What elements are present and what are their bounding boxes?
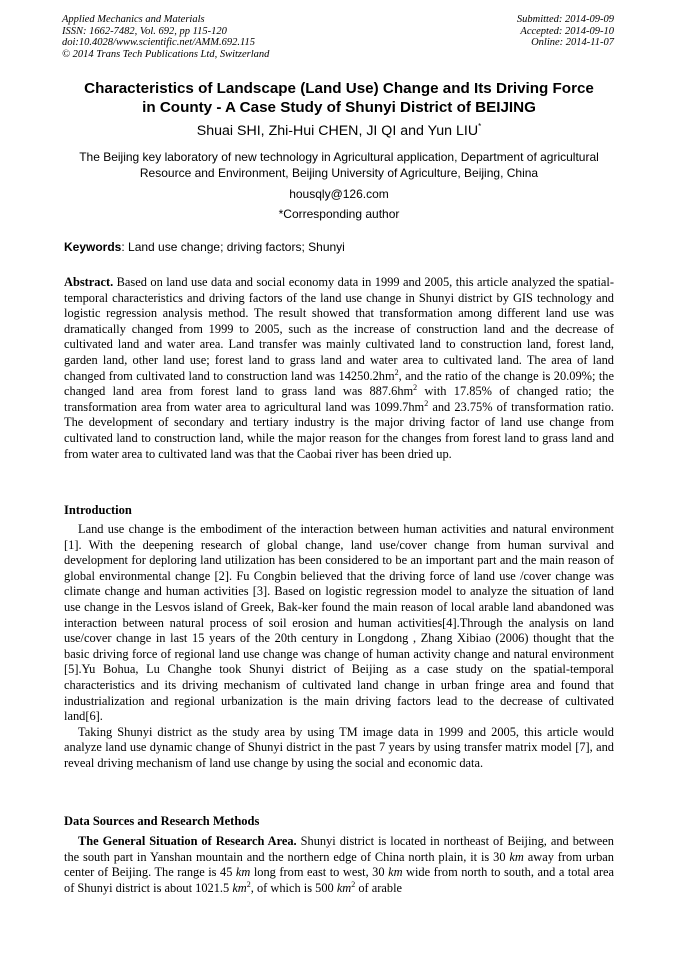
research-area-text-4: wide from north to south, and a total area of Shunyi district is about 1021.5: [64, 865, 614, 895]
author-4: Yun LIU: [427, 123, 479, 139]
author-separator: ,: [260, 123, 269, 139]
affiliation: [50, 150, 628, 181]
author-separator: ,: [358, 123, 367, 139]
research-area-section: [64, 834, 614, 896]
research-area-label: The General Situation of Research Area.: [78, 834, 297, 848]
journal-copyright: © 2014 Trans Tech Publications Ltd, Switzerland: [62, 48, 270, 60]
research-area-text-1: Shunyi district is located in northeast of Beijing, and between the south part in Yanshan mountain and the northern edge of China north plain, it is 30: [64, 834, 614, 864]
research-area-text-3: long from east to west, 30: [250, 865, 389, 880]
journal-header: [62, 14, 269, 60]
abstract-text-2: , and the ratio of the change is 20.09%; the changed land area from forest land to grass land was 887.6hm: [64, 368, 614, 399]
corresponding-author-note: *Corresponding author: [278, 207, 400, 221]
introduction-paragraph-1: Land use change is the embodiment of the interaction between human activities and natural environment [1]. With the deepening research of global change, land use/cover change from human survival and development for deploring land utilization has been considered to be an important part and the main reason of global environmental change [2]. Fu Congbin believed that the driving force of land use /cover change was climate change and human activities [3]. Based on logistic regression model to analyze the situation of land use change in the Lesvos island of Greek, Bak-ker found the main reason of local arable land abandoned was interaction between natural process of soil erosion and human activities[4].Through the analysis on land use/cover change in last 15 years of the 20th century in Longdong , Zhang Xibiao (2006) thought that the basic driving force of regional land use change was change of human activity change and natural environment [5].Yu Bohua, Lu Changhe took Shunyi district of Beijing as a case study on the spatial-temporal characteristics and its driving mechanism of cultivated land change in urban fringe area and found that industrialization and regional urbanization is the main driving factors lead to the decrease of cultivated land[6].: [64, 522, 614, 724]
author-and: and: [396, 123, 428, 139]
abstract: [64, 275, 614, 462]
superscript: 2: [424, 398, 429, 408]
affiliation-line-2: Resource and Environment, Beijing University of Agriculture, Beijing, China: [139, 165, 539, 180]
submitted-date: Submitted: 2014-09-09: [516, 14, 614, 25]
title-line-1: Characteristics of Landscape (Land Use) Change and Its Driving Force: [84, 80, 594, 97]
journal-name: Applied Mechanics and Materials: [62, 14, 205, 25]
affiliation-line-1: The Beijing key laboratory of new technology in Agricultural application, Department of agricultural: [79, 150, 599, 164]
accepted-date: Accepted: 2014-09-10: [520, 25, 614, 37]
research-area-text-6: of arable: [355, 880, 403, 895]
unit-km: km: [235, 865, 251, 880]
author-3: JI QI: [366, 123, 397, 139]
research-area-text-5: , of which is 500: [250, 880, 337, 895]
abstract-text-1: Based on land use data and social economy data in 1999 and 2005, this article analyzed the spatial-temporal characteristics and driving factors of the land use change in Shunyi district by GIS technology and logistic regression analysis method. The result showed that transformation among different land use was dramatically changed from 1999 to 2005, such as the increase of construction land and the decrease of cultivated land and water area. Land transfer was mainly cultivated land to construction land, forest land, garden land, other land use; forest land to grass land and water area to cultivated land. The area of land changed from cultivated land to construction land was 14250.2hm: [64, 275, 614, 383]
dates-header: [517, 14, 614, 49]
introduction-body: [64, 522, 614, 772]
introduction-paragraph-2: Taking Shunyi district as the study area by using TM image data in 1999 and 2005, this article would analyze land use dynamic change of Shunyi district in the past 7 years by using transfer matrix model [7], and reveal driving mechanism of land use change by using the social and economic data.: [64, 724, 614, 770]
unit-km: km: [336, 880, 352, 895]
superscript: 2: [394, 367, 399, 377]
data-sources-heading: Data Sources and Research Methods: [64, 814, 260, 828]
unit-km: km: [509, 849, 524, 864]
journal-doi: doi:10.4028/www.scientific.net/AMM.692.115: [62, 37, 255, 49]
abstract-text-4: and 23.75% of transformation ratio. The development of secondary and tertiary industry is the major driving factor of land use change from cultivated land to construction land, while the major reason for the changes from forest land to grass land and from water area to cultivated land was that the Caobai river has been dried up.: [64, 399, 614, 461]
keywords: [64, 240, 614, 254]
introduction-heading: Introduction: [64, 503, 132, 517]
author-1: Shuai SHI: [196, 123, 261, 139]
superscript: 2: [246, 879, 251, 889]
superscript: 2: [351, 879, 356, 889]
keywords-text: : Land use change; driving factors; Shunyi: [121, 240, 345, 254]
unit-km: km: [232, 880, 247, 895]
author-2: Zhi-Hui CHEN: [268, 123, 359, 139]
title-line-2: in County - A Case Study of Shunyi District of BEIJING: [142, 99, 536, 116]
abstract-label: Abstract.: [64, 275, 114, 289]
author-list: [40, 122, 638, 139]
online-date: Online: 2014-11-07: [531, 37, 614, 49]
abstract-text-3: with 17.85% of changed ratio; the transformation area from water area to agricultural land was 1099.7hm: [64, 384, 614, 414]
author-email[interactable]: housqly@126.com: [289, 187, 389, 201]
keywords-label: Keywords: [64, 240, 122, 254]
superscript: 2: [413, 383, 418, 393]
research-area-text-2: away from urban center of Beijing. The range is 45: [64, 849, 614, 880]
journal-issn: ISSN: 1662-7482, Vol. 692, pp 115-120: [62, 25, 227, 37]
paper-title: [50, 79, 628, 117]
unit-km: km: [388, 865, 403, 880]
corresponding-mark: *: [478, 122, 482, 131]
